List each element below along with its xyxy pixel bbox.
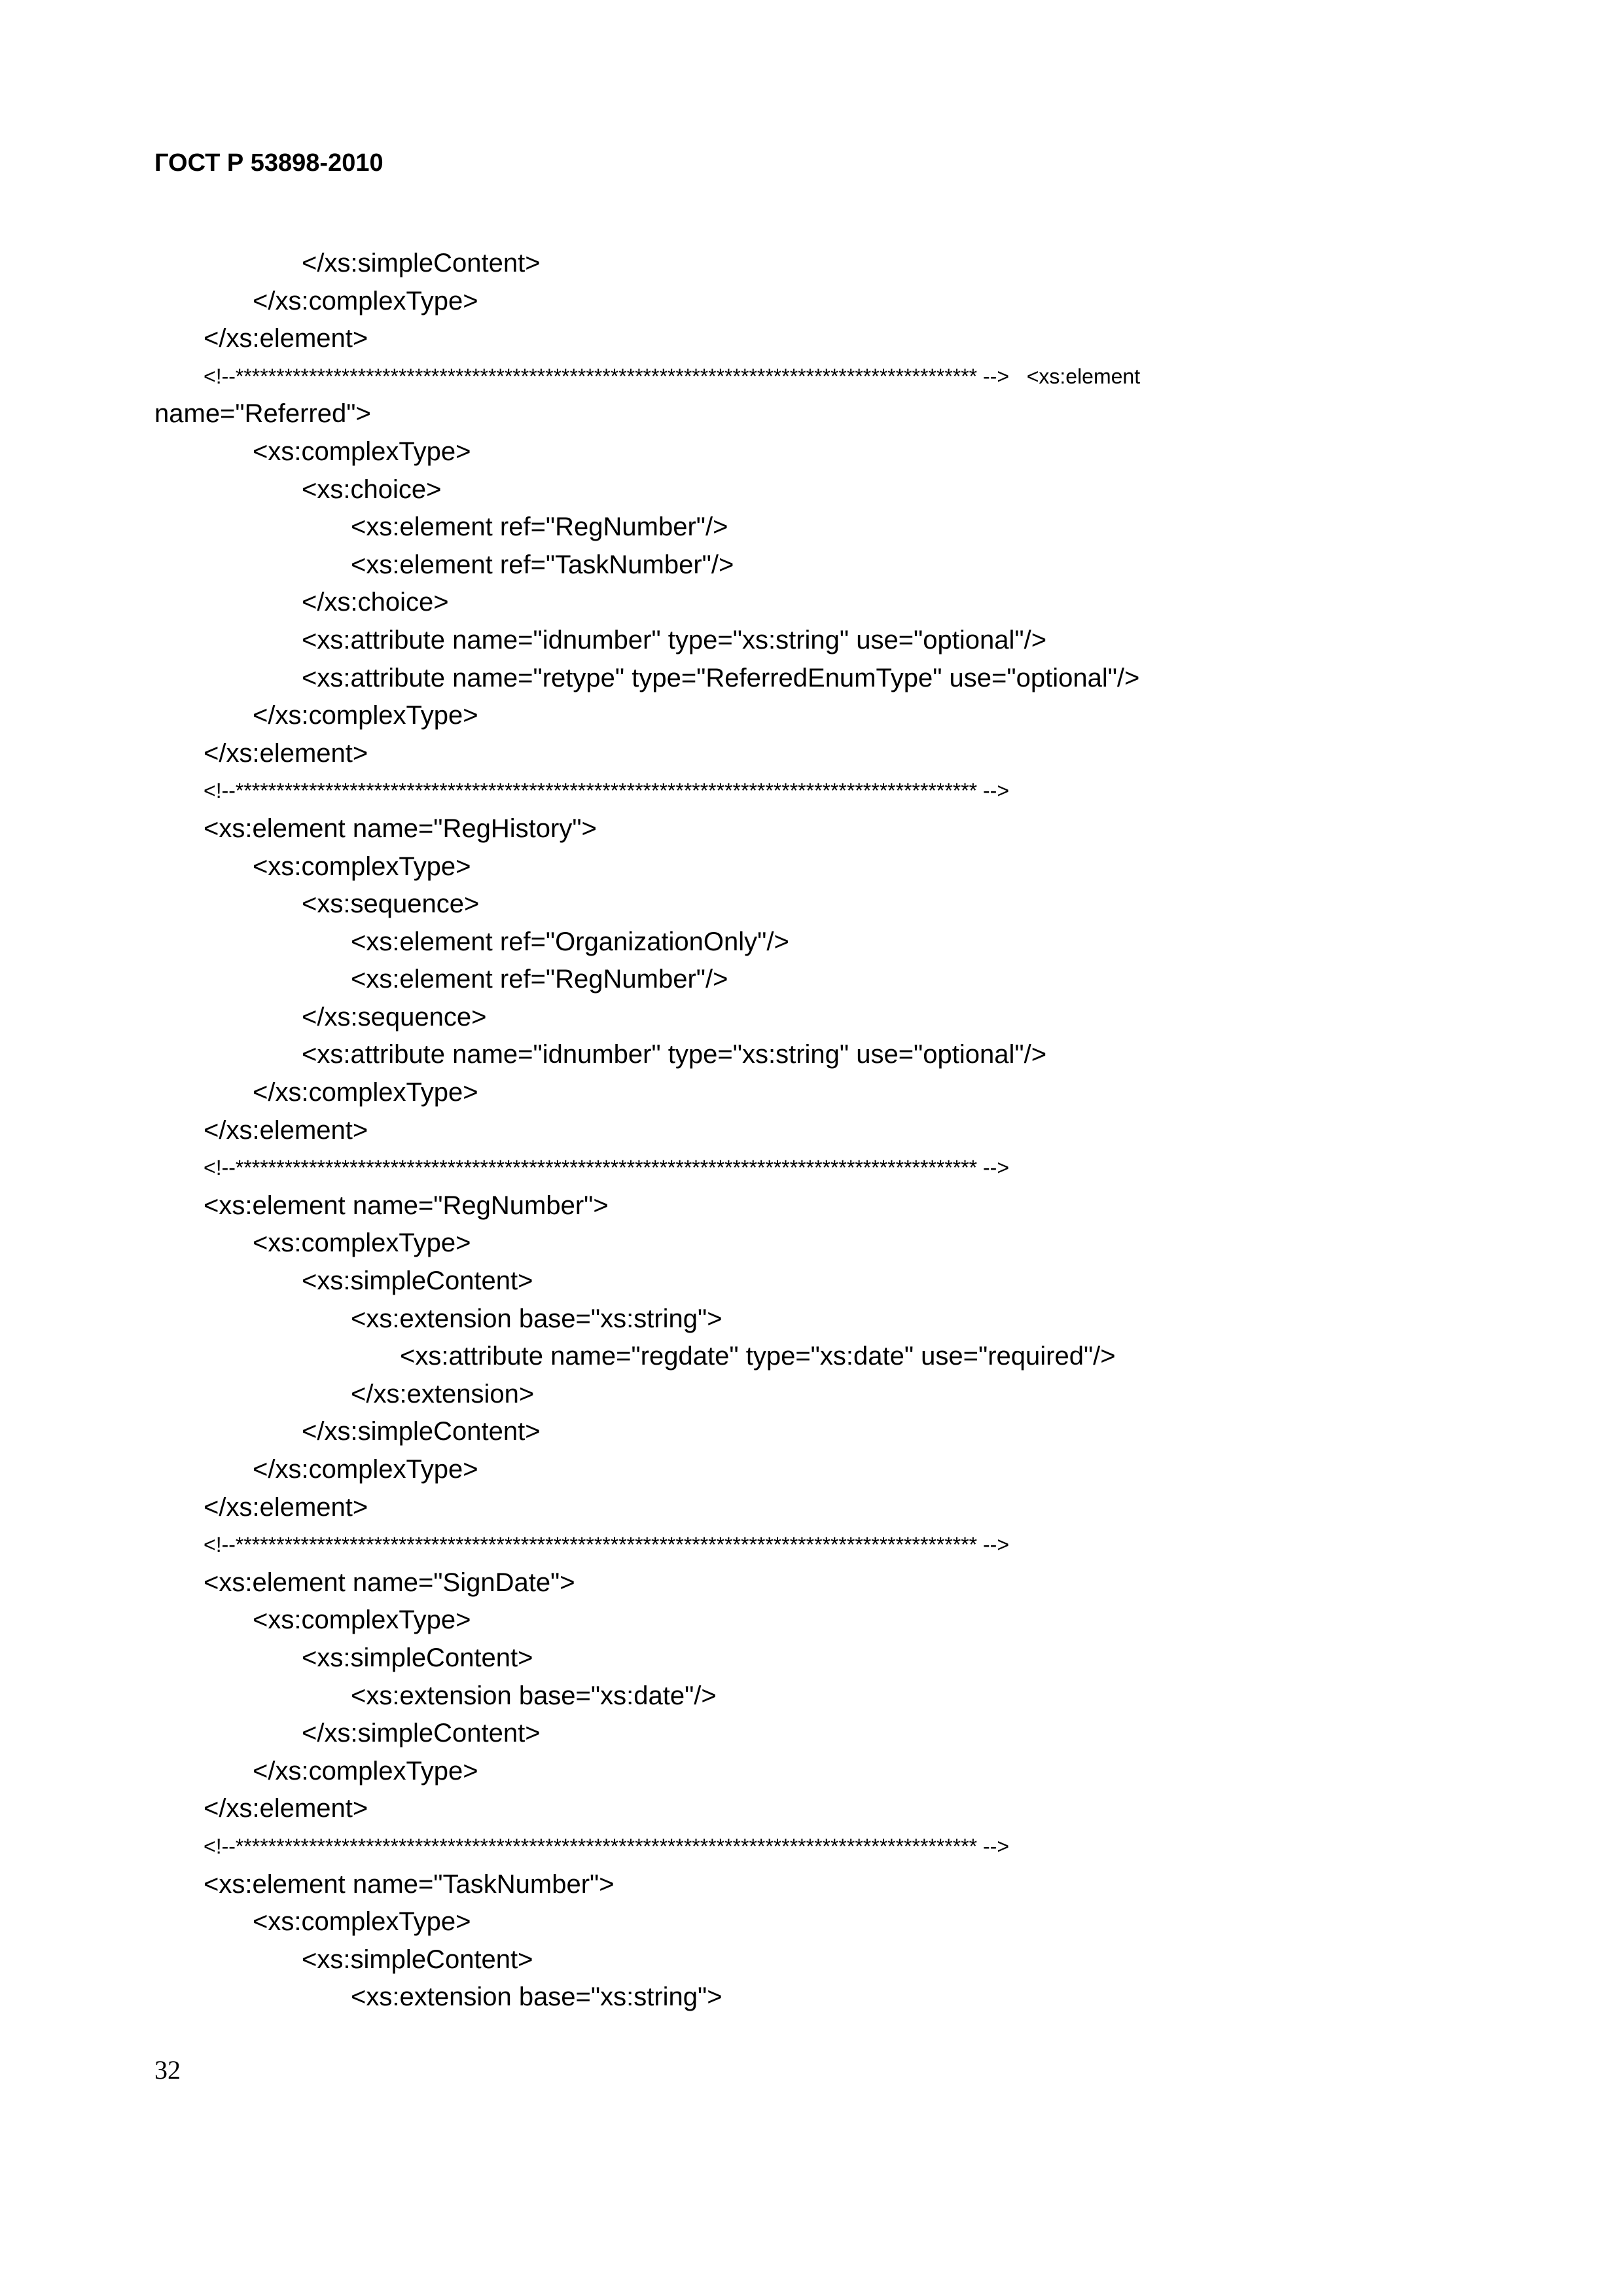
- code-line: <xs:simpleContent>: [302, 1945, 533, 1974]
- code-line: </xs:complexType>: [253, 1455, 478, 1484]
- code-line: </xs:extension>: [351, 1379, 535, 1408]
- code-line: name="Referred">: [154, 399, 371, 429]
- code-line: <xs:element ref="RegNumber"/>: [351, 512, 728, 542]
- code-line: <xs:element ref="TaskNumber"/>: [351, 550, 734, 579]
- code-comment-line: <!--******************************************************************************************* --> <xs:element: [204, 364, 1141, 388]
- code-comment-line: <!--******************************************************************************************* -->: [204, 1834, 1010, 1858]
- code-line: <xs:element ref="RegNumber"/>: [351, 965, 728, 994]
- code-line: <xs:element name="RegNumber">: [204, 1191, 609, 1220]
- code-line: </xs:simpleContent>: [302, 249, 541, 278]
- code-line: <xs:extension base="xs:date"/>: [351, 1681, 717, 1710]
- code-line: <xs:extension base="xs:string">: [351, 1982, 722, 2012]
- code-line: </xs:element>: [204, 738, 368, 768]
- code-line: <xs:sequence>: [302, 889, 480, 919]
- code-line: </xs:complexType>: [253, 1078, 478, 1107]
- xml-schema-listing: [154, 245, 1424, 2017]
- code-line: <xs:element name="SignDate">: [204, 1568, 575, 1597]
- code-line: <xs:complexType>: [253, 1907, 471, 1937]
- code-comment-line: <!--******************************************************************************************* -->: [204, 779, 1010, 803]
- code-line: <xs:extension base="xs:string">: [351, 1304, 722, 1333]
- code-line: <xs:complexType>: [253, 1605, 471, 1635]
- code-line: <xs:complexType>: [253, 852, 471, 881]
- page-header-standard-id: ГОСТ Р 53898-2010: [154, 149, 383, 177]
- page-number: 32: [154, 2055, 181, 2085]
- code-line: <xs:simpleContent>: [302, 1266, 533, 1296]
- code-line: </xs:complexType>: [253, 1756, 478, 1785]
- code-line: <xs:attribute name="idnumber" type="xs:string" use="optional"/>: [302, 1040, 1047, 1069]
- code-line: <xs:element ref="OrganizationOnly"/>: [351, 927, 789, 956]
- code-line: <xs:attribute name="regdate" type="xs:date" use="required"/>: [400, 1342, 1116, 1371]
- code-line: </xs:element>: [204, 1794, 368, 1823]
- code-line: <xs:choice>: [302, 475, 442, 504]
- code-comment-line: <!--******************************************************************************************* -->: [204, 1156, 1010, 1180]
- code-line: <xs:complexType>: [253, 1229, 471, 1258]
- code-line: </xs:choice>: [302, 588, 449, 617]
- code-line: <xs:element name="TaskNumber">: [204, 1869, 615, 1899]
- code-line: </xs:simpleContent>: [302, 1719, 541, 1748]
- code-line: </xs:complexType>: [253, 286, 478, 315]
- code-line: <xs:attribute name="idnumber" type="xs:string" use="optional"/>: [302, 625, 1047, 655]
- code-line: </xs:sequence>: [302, 1002, 487, 1031]
- code-line: <xs:element name="RegHistory">: [204, 814, 597, 843]
- code-line: </xs:complexType>: [253, 701, 478, 730]
- code-line: </xs:simpleContent>: [302, 1417, 541, 1446]
- code-line: </xs:element>: [204, 324, 368, 353]
- code-line: <xs:attribute name="retype" type="ReferredEnumType" use="optional"/>: [302, 663, 1140, 692]
- code-line: <xs:complexType>: [253, 437, 471, 466]
- code-line: </xs:element>: [204, 1492, 368, 1522]
- code-line: <xs:simpleContent>: [302, 1643, 533, 1672]
- code-line: </xs:element>: [204, 1115, 368, 1145]
- code-comment-line: <!--******************************************************************************************* -->: [204, 1533, 1010, 1557]
